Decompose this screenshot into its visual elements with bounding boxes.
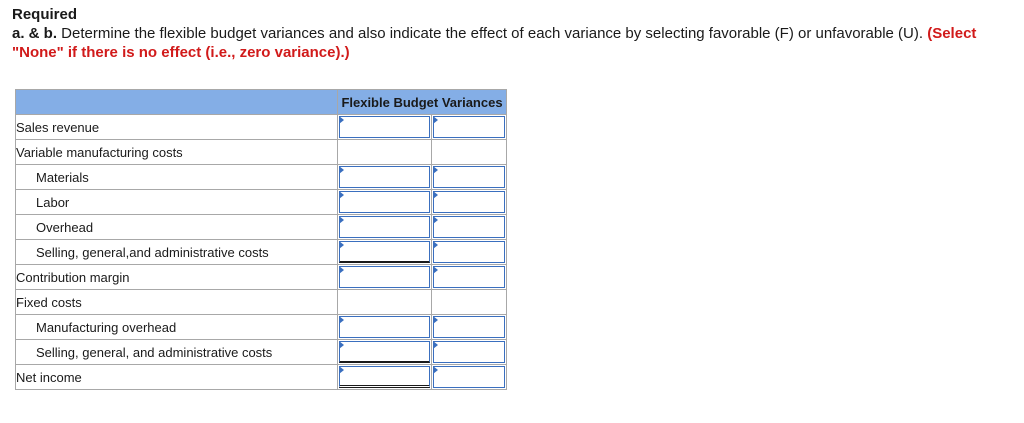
row-selling-general-admin-variable [16,240,507,265]
row-materials [16,165,507,190]
row-overhead [16,215,507,240]
effect-select[interactable] [433,216,505,238]
header-flexible-budget-variances: Flexible Budget Variances [338,90,507,115]
dropdown-marker-icon [433,341,438,349]
row-contribution-margin [16,265,507,290]
dropdown-marker-icon [433,266,438,274]
row-label: Labor [16,190,338,215]
effect-cell [432,115,507,140]
row-label: Net income [16,365,338,390]
variance-amount-cell [338,315,432,340]
row-variable-manufacturing-costs [16,140,507,165]
effect-cell [432,190,507,215]
variance-amount-cell [338,215,432,240]
variance-table [15,89,507,390]
dropdown-marker-icon [433,216,438,224]
dropdown-marker-icon [433,116,438,124]
row-label: Overhead [16,215,338,240]
dropdown-marker-icon [433,166,438,174]
row-sales-revenue [16,115,507,140]
dropdown-marker-icon [339,366,344,374]
variance-amount-input[interactable] [339,341,430,363]
dropdown-marker-icon [339,216,344,224]
dropdown-marker-icon [339,266,344,274]
variance-amount-cell [338,365,432,390]
variance-amount-cell [338,115,432,140]
dropdown-marker-icon [433,316,438,324]
header-blank [16,90,338,115]
row-label: Materials [16,165,338,190]
effect-select[interactable] [433,116,505,138]
row-label: Selling, general,and administrative costs [16,240,338,265]
empty-cell [432,140,507,165]
variance-amount-input[interactable] [339,316,430,338]
row-labor [16,190,507,215]
variance-amount-cell [338,265,432,290]
dropdown-marker-icon [339,241,344,249]
row-net-income [16,365,507,390]
row-label: Selling, general, and administrative costs [16,340,338,365]
empty-cell [338,290,432,315]
effect-cell [432,265,507,290]
dropdown-marker-icon [339,116,344,124]
effect-cell [432,215,507,240]
dropdown-marker-icon [339,316,344,324]
row-selling-general-admin-fixed [16,340,507,365]
effect-select[interactable] [433,191,505,213]
effect-select[interactable] [433,166,505,188]
row-label: Fixed costs [16,290,338,315]
effect-cell [432,365,507,390]
row-manufacturing-overhead [16,315,507,340]
dropdown-marker-icon [433,366,438,374]
table-header-row [16,90,507,115]
variance-amount-input[interactable] [339,191,430,213]
variance-amount-cell [338,240,432,265]
variance-amount-cell [338,340,432,365]
required-heading: Required [12,6,78,23]
variance-amount-cell [338,165,432,190]
variance-amount-input[interactable] [339,266,430,288]
instruction-body: Determine the flexible budget variances and also indicate the effect of each variance by selecting favorable (F) or unfavorable (U). [57,25,928,42]
part-label: a. & b. [12,25,58,42]
effect-select[interactable] [433,266,505,288]
effect-select[interactable] [433,366,505,388]
row-label: Contribution margin [16,265,338,290]
dropdown-marker-icon [339,341,344,349]
dropdown-marker-icon [433,241,438,249]
variance-amount-input[interactable] [339,116,430,138]
effect-cell [432,240,507,265]
variance-amount-input[interactable] [339,166,430,188]
effect-cell [432,165,507,190]
row-fixed-costs [16,290,507,315]
empty-cell [338,140,432,165]
instruction-note: (Select "None" if there is no effect (i.e., zero variance).) [12,25,977,61]
effect-select[interactable] [433,241,505,263]
dropdown-marker-icon [339,166,344,174]
effect-cell [432,340,507,365]
effect-select[interactable] [433,341,505,363]
dropdown-marker-icon [339,191,344,199]
variance-amount-cell [338,190,432,215]
effect-cell [432,315,507,340]
variance-amount-input[interactable] [339,216,430,238]
dropdown-marker-icon [433,191,438,199]
instruction-text [12,24,1017,62]
empty-cell [432,290,507,315]
instructions [12,5,1017,62]
variance-amount-input[interactable] [339,241,430,263]
variance-amount-input[interactable] [339,366,430,388]
row-label: Variable manufacturing costs [16,140,338,165]
effect-select[interactable] [433,316,505,338]
row-label: Sales revenue [16,115,338,140]
row-label: Manufacturing overhead [16,315,338,340]
